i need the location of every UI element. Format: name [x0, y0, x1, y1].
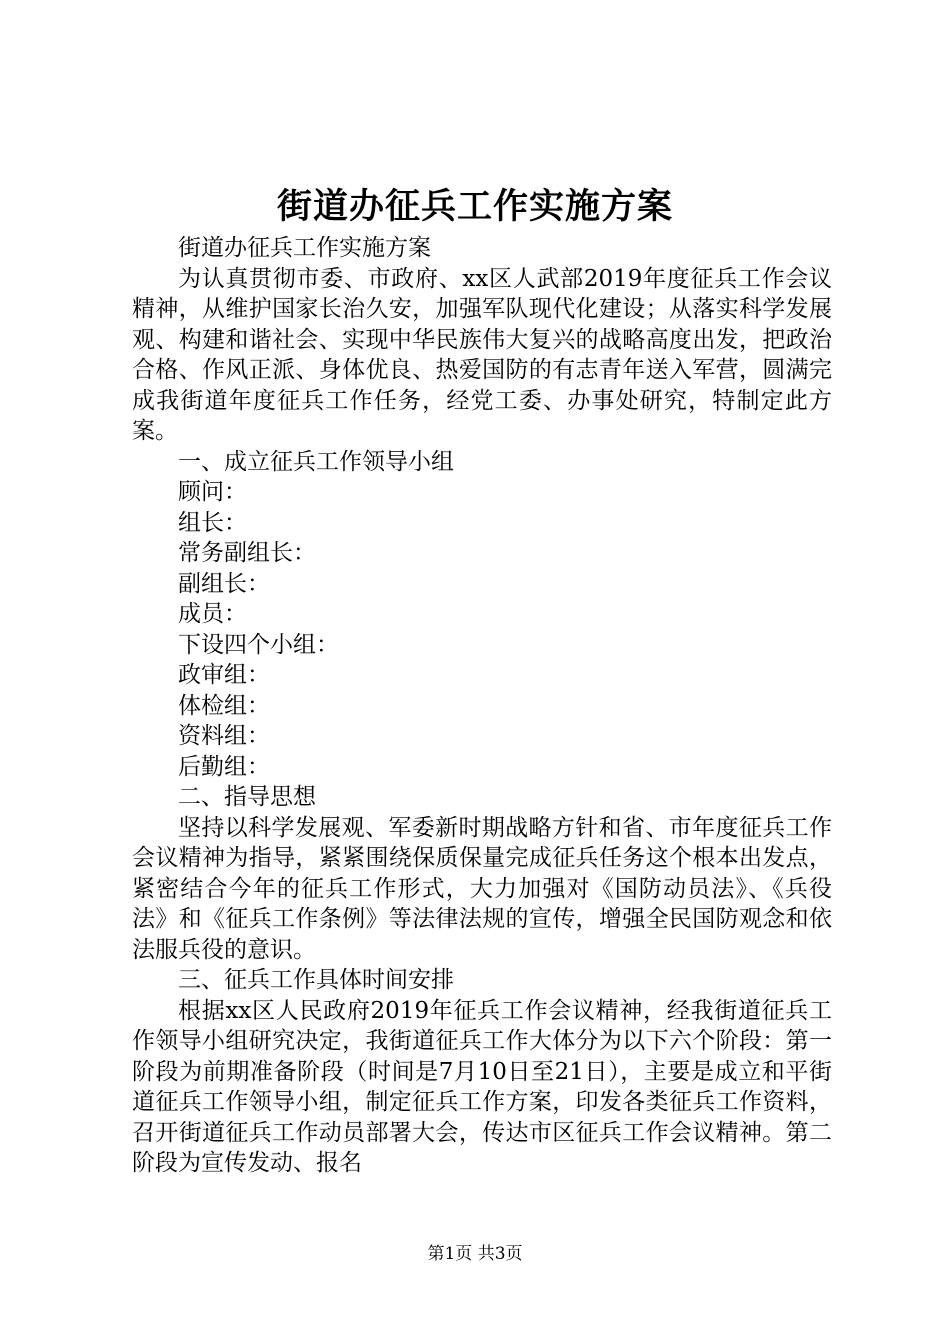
paragraph-guiding-thought: 坚持以科学发展观、军委新时期战略方针和省、市年度征兵工作会议精神为指导，紧紧围绕保质保量完成征兵任务这个根本出发点，紧密结合今年的征兵工作形式，大力加强对《国防动员法》、《兵役法》和《征兵工作条例》等法律法规的宣传，增强全民国防观念和依法服兵役的意识。: [132, 814, 832, 963]
heading-section-2: 二、指导思想: [178, 784, 316, 810]
field-medical-exam-group: 体检组：: [178, 692, 270, 719]
heading-section-1: 一、成立征兵工作领导小组: [178, 448, 454, 475]
field-adviser: 顾问：: [178, 479, 247, 505]
field-political-review-group: 政审组：: [178, 662, 270, 688]
field-leader: 组长：: [178, 509, 247, 536]
field-members: 成员：: [178, 601, 247, 627]
field-materials-group: 资料组：: [178, 723, 270, 749]
document-title: 街道办征兵工作实施方案: [276, 186, 673, 227]
page-footer: 第1页 共3页: [427, 1244, 523, 1264]
document-body: [132, 233, 832, 1179]
paragraph-schedule: 根据xx区人民政府2019年征兵工作会议精神，经我街道征兵工作领导小组研究决定，我街道征兵工作大体分为以下六个阶段：第一阶段为前期准备阶段（时间是7月10日至21日），主要是成立和平街道征兵工作领导小组，制定征兵工作方案，印发各类征兵工作资料，召开街道征兵工作动员部署大会，传达市区征兵工作会议精神。第二阶段为宣传发动、报名: [132, 997, 832, 1176]
paragraph-doc-name: 街道办征兵工作实施方案: [178, 235, 431, 261]
field-deputy-leader: 副组长：: [178, 570, 270, 597]
field-logistics-group: 后勤组：: [178, 753, 270, 780]
heading-section-3: 三、征兵工作具体时间安排: [178, 967, 454, 993]
field-subgroups: 下设四个小组：: [178, 631, 339, 658]
field-executive-deputy-leader: 常务副组长：: [178, 540, 316, 566]
paragraph-intro: 为认真贯彻市委、市政府、xx区人武部2019年度征兵工作会议精神，从维护国家长治久安，加强军队现代化建设；从落实科学发展观、构建和谐社会、实现中华民族伟大复兴的战略高度出发，把政治合格、作风正派、身体优良、热爱国防的有志青年送入军营，圆满完成我街道年度征兵工作任务，经党工委、办事处研究，特制定此方案。: [132, 265, 832, 444]
